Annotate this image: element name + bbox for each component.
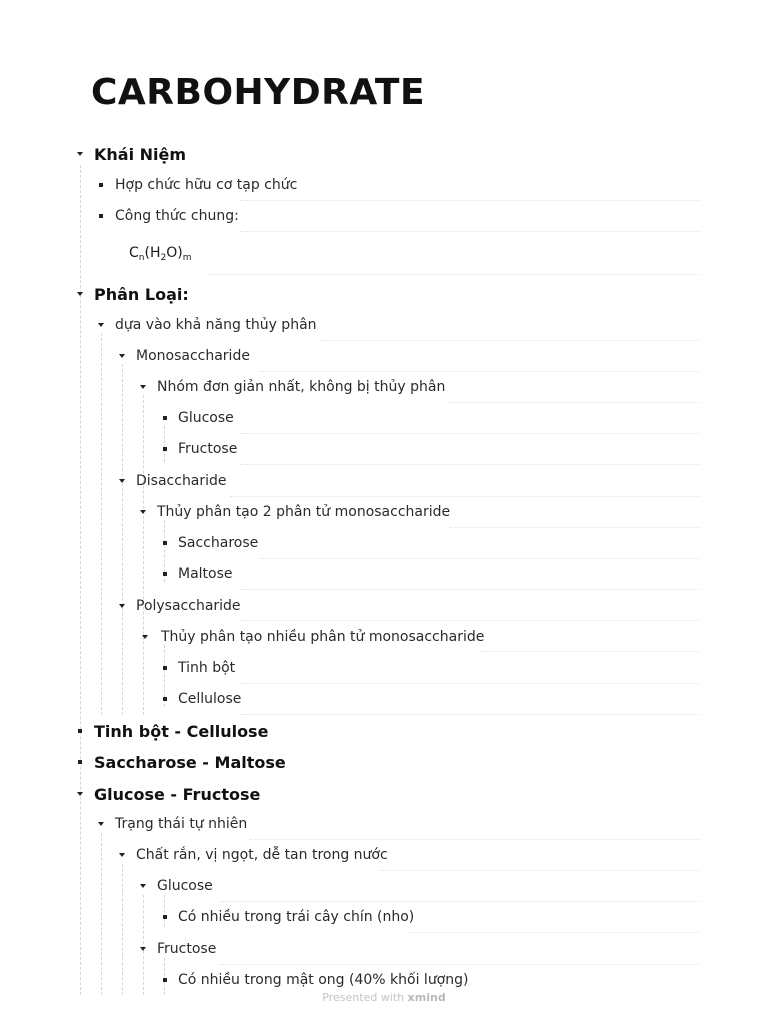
bullet-icon (78, 760, 82, 764)
row-separator (220, 964, 700, 965)
collapse-toggle-icon[interactable] (118, 851, 126, 859)
row-separator (260, 558, 700, 559)
row-separator (240, 683, 700, 684)
subtopic-item[interactable] (178, 437, 237, 461)
topic-phan-loai[interactable] (94, 282, 189, 306)
row-separator (260, 371, 700, 372)
subtopic-label: Saccharose (178, 535, 259, 551)
bullet-icon (99, 183, 103, 187)
collapse-toggle-icon[interactable] (118, 352, 126, 360)
topic-label: Tinh bột - Cellulose (94, 721, 269, 741)
subtopic-label: Glucose (157, 878, 213, 894)
subtopic-label: Fructose (157, 941, 217, 957)
subtopic-label: Công thức chung: (115, 208, 239, 224)
collapse-toggle-icon[interactable] (97, 820, 105, 828)
collapse-toggle-icon[interactable] (139, 945, 147, 953)
row-separator (240, 200, 700, 201)
row-separator (240, 589, 700, 590)
subtopic-label: Glucose (178, 410, 234, 426)
outline-guide-level2 (101, 833, 102, 995)
outline-guide-level5 (164, 895, 165, 927)
row-separator (380, 870, 700, 871)
bullet-icon (163, 915, 167, 919)
row-separator (240, 620, 700, 621)
xmind-brand: xmind (407, 991, 446, 1004)
row-separator (250, 839, 700, 840)
topic-glucose-fructose[interactable] (94, 782, 260, 806)
subtopic-item[interactable] (136, 843, 388, 867)
subtopic-item[interactable] (178, 687, 241, 711)
subtopic-item[interactable] (136, 594, 241, 618)
row-separator (240, 464, 700, 465)
presented-with-footer (0, 991, 768, 1004)
row-separator (240, 433, 700, 434)
subtopic-item[interactable] (178, 406, 234, 430)
topic-tinh-bot-cellulose[interactable] (94, 719, 268, 743)
outline-guide-level3 (122, 364, 123, 715)
row-separator (450, 527, 700, 528)
row-separator (230, 496, 700, 497)
subtopic-label: Fructose (178, 441, 238, 457)
topic-label: Saccharose - Maltose (94, 752, 286, 772)
outline-guide-level5 (164, 426, 165, 462)
subtopic-item[interactable] (115, 204, 239, 228)
collapse-toggle-icon[interactable] (118, 602, 126, 610)
topic-label: Khái Niệm (94, 144, 187, 164)
bullet-icon (163, 447, 167, 451)
subtopic-label: Tinh bột (178, 660, 236, 676)
subtopic-label: Polysaccharide (136, 598, 241, 614)
subtopic-item[interactable] (157, 874, 213, 898)
subtopic-label: Thủy phân tạo 2 phân tử monosaccharide (157, 504, 451, 520)
subtopic-item[interactable] (161, 625, 484, 649)
subtopic-label: Có nhiều trong trái cây chín (nho) (178, 909, 415, 925)
outline-guide-level4 (143, 395, 144, 715)
subtopic-label: Disaccharide (136, 473, 227, 489)
topic-saccharose-maltose[interactable] (94, 750, 286, 774)
subtopic-item[interactable] (136, 344, 250, 368)
collapse-toggle-icon[interactable] (139, 383, 147, 391)
subtopic-item[interactable] (115, 812, 247, 836)
subtopic-label: dựa vào khả năng thủy phân (115, 317, 317, 333)
topic-label: Glucose - Fructose (94, 784, 261, 804)
page-title: CARBOHYDRATE (91, 72, 426, 113)
bullet-icon (163, 666, 167, 670)
subtopic-item[interactable] (115, 313, 317, 337)
footer-prefix: Presented with (322, 991, 405, 1004)
bullet-icon (163, 572, 167, 576)
row-separator (320, 340, 700, 341)
subtopic-label: Maltose (178, 566, 233, 582)
collapse-toggle-icon[interactable] (76, 790, 84, 798)
bullet-icon (163, 978, 167, 982)
subtopic-item[interactable] (178, 905, 414, 929)
row-separator (210, 274, 700, 275)
subtopic-item[interactable] (178, 968, 468, 992)
subtopic-item[interactable] (178, 656, 235, 680)
row-separator (240, 714, 700, 715)
row-separator (240, 231, 700, 232)
subtopic-item[interactable] (115, 173, 297, 197)
outline-guide-level5 (164, 958, 165, 995)
collapse-toggle-icon[interactable] (139, 882, 147, 890)
topic-khai-niem[interactable] (94, 142, 186, 166)
outline-guide-level2 (101, 333, 102, 715)
subtopic-item[interactable] (157, 937, 216, 961)
subtopic-label: Nhóm đơn giản nhất, không bị thủy phân (157, 379, 446, 395)
topic-label: Phân Loại: (94, 284, 189, 304)
bullet-icon (78, 729, 82, 733)
formula-text: $C_n(H_2O)_m$ (129, 245, 192, 263)
collapse-toggle-icon[interactable] (97, 321, 105, 329)
collapse-toggle-icon[interactable] (76, 150, 84, 158)
row-separator (220, 901, 700, 902)
formula-note (129, 242, 192, 266)
row-separator (410, 932, 700, 933)
subtopic-label: Chất rắn, vị ngọt, dễ tan trong nước (136, 847, 388, 863)
subtopic-label: Thủy phân tạo nhiều phân tử monosaccharide (161, 629, 485, 645)
subtopic-label: Monosaccharide (136, 348, 250, 364)
subtopic-label: Cellulose (178, 691, 242, 707)
collapse-toggle-icon[interactable] (141, 633, 149, 641)
collapse-toggle-icon[interactable] (76, 290, 84, 298)
outline-guide-level3 (122, 864, 123, 995)
row-separator (450, 402, 700, 403)
row-separator (480, 651, 700, 652)
collapse-toggle-icon[interactable] (118, 477, 126, 485)
subtopic-label: Hợp chức hữu cơ tạp chức (115, 177, 298, 193)
bullet-icon (163, 697, 167, 701)
subtopic-item[interactable] (157, 375, 445, 399)
subtopic-item[interactable] (178, 531, 258, 555)
subtopic-item[interactable] (136, 469, 227, 493)
subtopic-label: Trạng thái tự nhiên (115, 816, 248, 832)
bullet-icon (99, 214, 103, 218)
bullet-icon (163, 541, 167, 545)
subtopic-item[interactable] (157, 500, 450, 524)
subtopic-label: Có nhiều trong mật ong (40% khối lượng) (178, 972, 469, 988)
collapse-toggle-icon[interactable] (139, 508, 147, 516)
subtopic-item[interactable] (178, 562, 233, 586)
bullet-icon (163, 416, 167, 420)
